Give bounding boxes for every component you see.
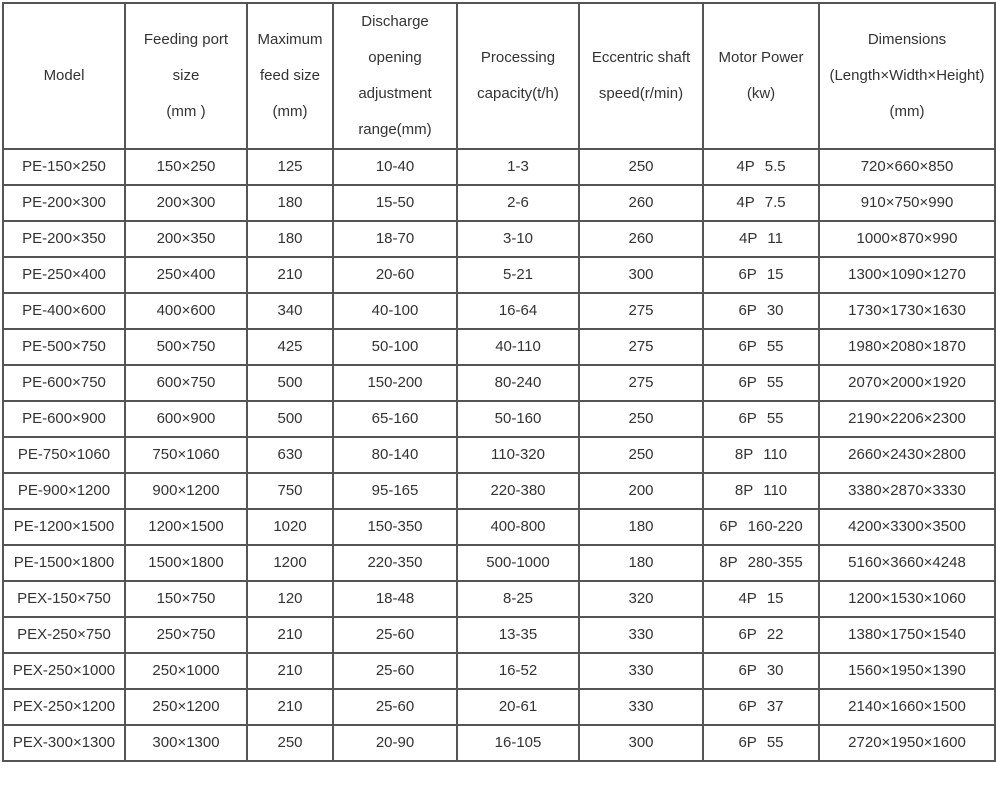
motor-power-cell: [703, 185, 819, 221]
motor-kw: 30: [766, 302, 784, 319]
table-body: [3, 149, 995, 761]
dimensions-cell: 1000×870×990: [819, 221, 995, 257]
max-feed-cell: 210: [247, 617, 333, 653]
discharge-range-cell: 18-48: [333, 581, 457, 617]
dimensions-cell: 1560×1950×1390: [819, 653, 995, 689]
jaw-crusher-spec-table: [2, 2, 996, 762]
dimensions-header: [819, 3, 995, 149]
table-row: [3, 221, 995, 257]
motor-pole: 4P: [736, 194, 755, 211]
dimensions-cell: 1300×1090×1270: [819, 257, 995, 293]
discharge-range-cell: 15-50: [333, 185, 457, 221]
feeding-port-cell: 600×900: [125, 401, 247, 437]
motor-power-cell: [703, 221, 819, 257]
dimensions-cell: 1380×1750×1540: [819, 617, 995, 653]
dimensions-cell: 5160×3660×4248: [819, 545, 995, 581]
motor-kw: 110: [763, 482, 788, 499]
feeding-port-cell: 200×350: [125, 221, 247, 257]
motor-kw: 280-355: [747, 554, 803, 571]
eccentric-shaft-speed-header: [579, 3, 703, 149]
motor-pole: 6P: [738, 266, 757, 283]
motor-kw: 55: [766, 410, 784, 427]
shaft-speed-cell: 320: [579, 581, 703, 617]
model-header: [3, 3, 125, 149]
capacity-cell: 110-320: [457, 437, 579, 473]
motor-power-cell: [703, 545, 819, 581]
max-feed-cell: 180: [247, 185, 333, 221]
motor-pole: 6P: [738, 374, 757, 391]
motor-kw: 15: [766, 590, 784, 607]
discharge-range-cell: 40-100: [333, 293, 457, 329]
dimensions-cell: 2720×1950×1600: [819, 725, 995, 761]
capacity-cell: 40-110: [457, 329, 579, 365]
capacity-cell: 80-240: [457, 365, 579, 401]
dimensions-cell: 2660×2430×2800: [819, 437, 995, 473]
feeding-port-cell: 900×1200: [125, 473, 247, 509]
feeding-port-cell: 300×1300: [125, 725, 247, 761]
feeding-port-cell: 250×750: [125, 617, 247, 653]
shaft-speed-cell: 275: [579, 365, 703, 401]
discharge-range-cell: 20-90: [333, 725, 457, 761]
motor-power-cell: [703, 257, 819, 293]
max-feed-cell: 210: [247, 689, 333, 725]
feeding-port-cell: 250×400: [125, 257, 247, 293]
model-cell: PEX-300×1300: [3, 725, 125, 761]
shaft-speed-cell: 180: [579, 509, 703, 545]
model-cell: PEX-250×1000: [3, 653, 125, 689]
motor-pole: 4P: [736, 158, 755, 175]
feeding-port-cell: 200×300: [125, 185, 247, 221]
motor-kw: 15: [766, 266, 784, 283]
motor-power-cell: [703, 725, 819, 761]
motor-pole: 4P: [739, 230, 758, 247]
max-feed-cell: 1020: [247, 509, 333, 545]
motor-kw: 7.5: [764, 194, 786, 211]
motor-kw: 37: [766, 698, 784, 715]
motor-pole: 6P: [738, 626, 757, 643]
table-row: [3, 149, 995, 185]
capacity-cell: 16-105: [457, 725, 579, 761]
table-row: [3, 257, 995, 293]
motor-kw: 55: [766, 734, 784, 751]
max-feed-cell: 1200: [247, 545, 333, 581]
model-cell: PE-600×900: [3, 401, 125, 437]
max-feed-cell: 210: [247, 653, 333, 689]
feeding-port-cell: 600×750: [125, 365, 247, 401]
max-feed-cell: 630: [247, 437, 333, 473]
table-row: [3, 617, 995, 653]
motor-pole: 8P: [719, 554, 738, 571]
motor-power-cell: [703, 653, 819, 689]
motor-power-header: [703, 3, 819, 149]
header-line: (mm ): [166, 103, 206, 120]
header-line: Processing: [480, 49, 556, 66]
capacity-cell: 3-10: [457, 221, 579, 257]
discharge-range-cell: 20-60: [333, 257, 457, 293]
model-cell: PE-200×350: [3, 221, 125, 257]
feeding-port-cell: 250×1000: [125, 653, 247, 689]
discharge-range-cell: 50-100: [333, 329, 457, 365]
feeding-port-cell: 1500×1800: [125, 545, 247, 581]
motor-pole: 6P: [738, 734, 757, 751]
max-feed-cell: 500: [247, 401, 333, 437]
motor-kw: 160-220: [747, 518, 803, 535]
table-row: [3, 329, 995, 365]
header-line: Eccentric shaft: [591, 49, 691, 66]
max-feed-cell: 180: [247, 221, 333, 257]
model-cell: PE-1500×1800: [3, 545, 125, 581]
motor-pole: 6P: [738, 662, 757, 679]
motor-power-cell: [703, 509, 819, 545]
header-line: Feeding port: [143, 31, 229, 48]
model-cell: PE-900×1200: [3, 473, 125, 509]
discharge-range-cell: 18-70: [333, 221, 457, 257]
max-feed-cell: 340: [247, 293, 333, 329]
header-line: Discharge: [361, 13, 429, 30]
table-row: [3, 545, 995, 581]
processing-capacity-header: [457, 3, 579, 149]
header-line: (mm): [272, 103, 308, 120]
table-row: [3, 581, 995, 617]
dimensions-cell: 4200×3300×3500: [819, 509, 995, 545]
model-cell: PE-250×400: [3, 257, 125, 293]
discharge-range-cell: 25-60: [333, 689, 457, 725]
motor-pole: 4P: [738, 590, 757, 607]
header-line: (kw): [746, 85, 776, 102]
capacity-cell: 16-52: [457, 653, 579, 689]
motor-pole: 6P: [738, 698, 757, 715]
header-line: Model: [43, 67, 85, 84]
header-line: speed(r/min): [598, 85, 684, 102]
capacity-cell: 2-6: [457, 185, 579, 221]
feeding-port-cell: 150×250: [125, 149, 247, 185]
max-feed-cell: 750: [247, 473, 333, 509]
motor-pole: 6P: [719, 518, 738, 535]
feeding-port-cell: 750×1060: [125, 437, 247, 473]
motor-kw: 55: [766, 374, 784, 391]
discharge-opening-header: [333, 3, 457, 149]
capacity-cell: 5-21: [457, 257, 579, 293]
capacity-cell: 220-380: [457, 473, 579, 509]
header-line: adjustment: [358, 85, 432, 102]
capacity-cell: 500-1000: [457, 545, 579, 581]
shaft-speed-cell: 300: [579, 725, 703, 761]
dimensions-cell: 1200×1530×1060: [819, 581, 995, 617]
motor-pole: 6P: [738, 302, 757, 319]
capacity-cell: 13-35: [457, 617, 579, 653]
discharge-range-cell: 150-350: [333, 509, 457, 545]
motor-power-cell: [703, 365, 819, 401]
motor-power-cell: [703, 329, 819, 365]
shaft-speed-cell: 180: [579, 545, 703, 581]
capacity-cell: 8-25: [457, 581, 579, 617]
table-row: [3, 725, 995, 761]
discharge-range-cell: 10-40: [333, 149, 457, 185]
table-row: [3, 293, 995, 329]
table-header: [3, 3, 995, 149]
discharge-range-cell: 80-140: [333, 437, 457, 473]
header-line: opening: [368, 49, 422, 66]
model-cell: PE-200×300: [3, 185, 125, 221]
discharge-range-cell: 65-160: [333, 401, 457, 437]
model-cell: PE-400×600: [3, 293, 125, 329]
feeding-port-cell: 150×750: [125, 581, 247, 617]
shaft-speed-cell: 330: [579, 653, 703, 689]
table-row: [3, 185, 995, 221]
motor-kw: 22: [766, 626, 784, 643]
shaft-speed-cell: 330: [579, 689, 703, 725]
max-feed-cell: 120: [247, 581, 333, 617]
capacity-cell: 400-800: [457, 509, 579, 545]
header-row: [3, 3, 995, 149]
discharge-range-cell: 150-200: [333, 365, 457, 401]
table-row: [3, 653, 995, 689]
motor-pole: 6P: [738, 410, 757, 427]
motor-power-cell: [703, 437, 819, 473]
table-row: [3, 509, 995, 545]
header-line: (mm): [889, 103, 925, 120]
motor-pole: 8P: [734, 482, 754, 499]
dimensions-cell: 910×750×990: [819, 185, 995, 221]
dimensions-cell: 720×660×850: [819, 149, 995, 185]
motor-power-cell: [703, 473, 819, 509]
motor-power-cell: [703, 689, 819, 725]
maximum-feed-size-header: [247, 3, 333, 149]
header-line: (Length×Width×Height): [829, 67, 985, 84]
motor-kw: 11: [767, 230, 783, 247]
max-feed-cell: 210: [247, 257, 333, 293]
table-row: [3, 401, 995, 437]
shaft-speed-cell: 250: [579, 401, 703, 437]
feeding-port-cell: 250×1200: [125, 689, 247, 725]
capacity-cell: 1-3: [457, 149, 579, 185]
motor-kw: 55: [766, 338, 784, 355]
capacity-cell: 16-64: [457, 293, 579, 329]
header-line: size: [172, 67, 200, 84]
feeding-port-cell: 500×750: [125, 329, 247, 365]
table-row: [3, 473, 995, 509]
feeding-port-cell: 1200×1500: [125, 509, 247, 545]
model-cell: PEX-250×750: [3, 617, 125, 653]
capacity-cell: 50-160: [457, 401, 579, 437]
max-feed-cell: 500: [247, 365, 333, 401]
motor-pole: 8P: [734, 446, 754, 463]
discharge-range-cell: 220-350: [333, 545, 457, 581]
shaft-speed-cell: 260: [579, 221, 703, 257]
max-feed-cell: 125: [247, 149, 333, 185]
motor-pole: 6P: [738, 338, 757, 355]
motor-kw: 110: [763, 446, 788, 463]
header-line: Dimensions: [867, 31, 947, 48]
model-cell: PE-150×250: [3, 149, 125, 185]
capacity-cell: 20-61: [457, 689, 579, 725]
discharge-range-cell: 95-165: [333, 473, 457, 509]
shaft-speed-cell: 275: [579, 293, 703, 329]
dimensions-cell: 2140×1660×1500: [819, 689, 995, 725]
shaft-speed-cell: 200: [579, 473, 703, 509]
shaft-speed-cell: 300: [579, 257, 703, 293]
motor-power-cell: [703, 293, 819, 329]
shaft-speed-cell: 250: [579, 437, 703, 473]
header-line: Motor Power: [718, 49, 804, 66]
header-line: range(mm): [358, 121, 432, 138]
header-line: feed size: [259, 67, 321, 84]
model-cell: PEX-150×750: [3, 581, 125, 617]
shaft-speed-cell: 330: [579, 617, 703, 653]
motor-power-cell: [703, 401, 819, 437]
shaft-speed-cell: 260: [579, 185, 703, 221]
shaft-speed-cell: 250: [579, 149, 703, 185]
motor-power-cell: [703, 581, 819, 617]
dimensions-cell: 2190×2206×2300: [819, 401, 995, 437]
motor-power-cell: [703, 617, 819, 653]
motor-kw: 5.5: [764, 158, 786, 175]
feeding-port-size-header: [125, 3, 247, 149]
header-line: capacity(t/h): [477, 85, 559, 102]
table-row: [3, 437, 995, 473]
header-line: Maximum: [257, 31, 323, 48]
max-feed-cell: 425: [247, 329, 333, 365]
motor-kw: 30: [766, 662, 784, 679]
model-cell: PE-1200×1500: [3, 509, 125, 545]
discharge-range-cell: 25-60: [333, 617, 457, 653]
dimensions-cell: 1730×1730×1630: [819, 293, 995, 329]
shaft-speed-cell: 275: [579, 329, 703, 365]
discharge-range-cell: 25-60: [333, 653, 457, 689]
model-cell: PE-750×1060: [3, 437, 125, 473]
dimensions-cell: 3380×2870×3330: [819, 473, 995, 509]
feeding-port-cell: 400×600: [125, 293, 247, 329]
table-row: [3, 689, 995, 725]
motor-power-cell: [703, 149, 819, 185]
model-cell: PE-500×750: [3, 329, 125, 365]
max-feed-cell: 250: [247, 725, 333, 761]
dimensions-cell: 2070×2000×1920: [819, 365, 995, 401]
table-row: [3, 365, 995, 401]
model-cell: PEX-250×1200: [3, 689, 125, 725]
model-cell: PE-600×750: [3, 365, 125, 401]
dimensions-cell: 1980×2080×1870: [819, 329, 995, 365]
